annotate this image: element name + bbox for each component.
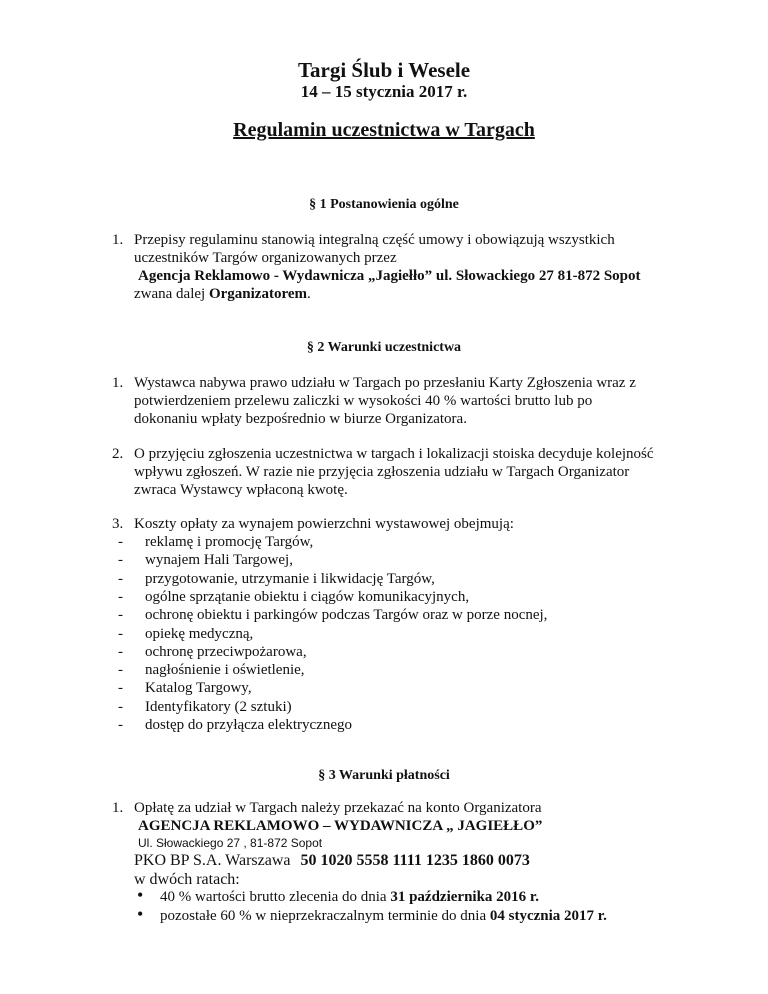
s2-item2-number: 2. (112, 446, 124, 462)
s3-rate2 (160, 908, 607, 925)
s3-rate2-text: pozostałe 60 % w nieprzekraczalnym terminie do dnia (160, 908, 490, 924)
bullet-icon: • (137, 904, 144, 924)
list-dash: - (118, 662, 123, 678)
s3-item1-number: 1. (112, 800, 124, 816)
s2-item3-intro: Koszty opłaty za wynajem powierzchni wystawowej obejmują: (134, 516, 514, 532)
list-dash: - (118, 626, 123, 642)
list-dash: - (118, 699, 123, 715)
s1-item1-line2: uczestników Targów organizowanych przez (134, 250, 397, 266)
s2-item2-line1: O przyjęciu zgłoszenia uczestnictwa w targach i lokalizacji stoiska decyduje kolejność (134, 446, 654, 462)
bullet-icon: • (137, 885, 144, 905)
s2-item1-line3: dokonaniu wpłaty bezpośrednio w biurze Organizatora. (134, 411, 467, 427)
list-dash: - (118, 552, 123, 568)
list-dash: - (118, 717, 123, 733)
section-2-heading: § 2 Warunki uczestnictwa (306, 340, 462, 355)
list-item: opiekę medyczną, (145, 626, 254, 642)
s3-agency-name: AGENCJA REKLAMOWO – WYDAWNICZA „ JAGIEŁŁO” (138, 818, 543, 834)
list-item: ochronę obiektu i parkingów podczas Targów oraz w porze nocnej, (145, 607, 548, 623)
s2-item2-line3: zwraca Wystawcy wpłaconą kwotę. (134, 482, 348, 498)
event-dates: 14 – 15 stycznia 2017 r. (300, 82, 468, 101)
s3-rate1-text: 40 % wartości brutto zlecenia do dnia (160, 889, 391, 905)
section-3-heading: § 3 Warunki płatności (318, 768, 450, 783)
list-dash: - (118, 607, 123, 623)
s1-item1-line1: Przepisy regulaminu stanowią integralną część umowy i obowiązują wszystkich (134, 232, 615, 248)
page-title: Targi Ślub i Wesele (297, 58, 471, 82)
s3-rate1-date: 31 października 2016 r. (390, 889, 539, 905)
s2-item1-number: 1. (112, 375, 124, 391)
s3-item1-intro: Opłatę za udział w Targach należy przekazać na konto Organizatora (134, 800, 542, 816)
s3-bank-name: PKO BP S.A. Warszawa (134, 852, 291, 869)
list-dash: - (118, 534, 123, 550)
list-item: Katalog Targowy, (145, 680, 252, 696)
list-item: ogólne sprzątanie obiektu i ciągów komunikacyjnych, (145, 589, 470, 605)
s1-called-line (134, 286, 311, 303)
list-item: dostęp do przyłącza elektrycznego (145, 717, 352, 733)
s3-bank-line (134, 852, 530, 870)
section-1-heading: § 1 Postanowienia ogólne (309, 197, 459, 212)
list-item: ochronę przeciwpożarowa, (145, 644, 307, 660)
s2-item3-number: 3. (112, 516, 124, 532)
list-dash: - (118, 644, 123, 660)
s3-installments: w dwóch ratach: (134, 871, 240, 888)
s3-rate2-date: 04 stycznia 2017 r. (489, 908, 607, 924)
list-item: przygotowanie, utrzymanie i likwidację Targów, (145, 571, 435, 587)
list-item: wynajem Hali Targowej, (145, 552, 293, 568)
list-item: Identyfikatory (2 sztuki) (145, 699, 292, 715)
list-item: nagłośnienie i oświetlenie, (145, 662, 305, 678)
s3-rate1 (160, 889, 539, 906)
list-dash: - (118, 680, 123, 696)
s1-called-suffix: . (307, 286, 311, 302)
s2-item1-line2: potwierdzeniem przelewu zaliczki w wysokości 40 % wartości brutto lub po (134, 393, 593, 409)
s1-called-bold: Organizatorem (208, 286, 307, 302)
s1-organizer: Agencja Reklamowo - Wydawnicza „Jagiełło” ul. Słowackiego 27 81-872 Sopot (138, 268, 641, 284)
s2-item1-line1: Wystawca nabywa prawo udziału w Targach po przesłaniu Karty Zgłoszenia wraz z (134, 375, 636, 391)
s3-agency-address: Ul. Słowackiego 27 , 81-872 Sopot (138, 836, 323, 850)
list-dash: - (118, 589, 123, 605)
regulation-title: Regulamin uczestnictwa w Targach (233, 119, 535, 141)
s1-called-prefix: zwana dalej (134, 286, 209, 302)
list-dash: - (118, 571, 123, 587)
s1-item1-number: 1. (112, 232, 124, 248)
list-item: reklamę i promocję Targów, (145, 534, 314, 550)
s2-item2-line2: wpływu zgłoszeń. W razie nie przyjęcia zgłoszenia udziału w Targach Organizator (134, 464, 630, 480)
s3-account-number: 50 1020 5558 1111 1235 1860 0073 (300, 852, 530, 869)
